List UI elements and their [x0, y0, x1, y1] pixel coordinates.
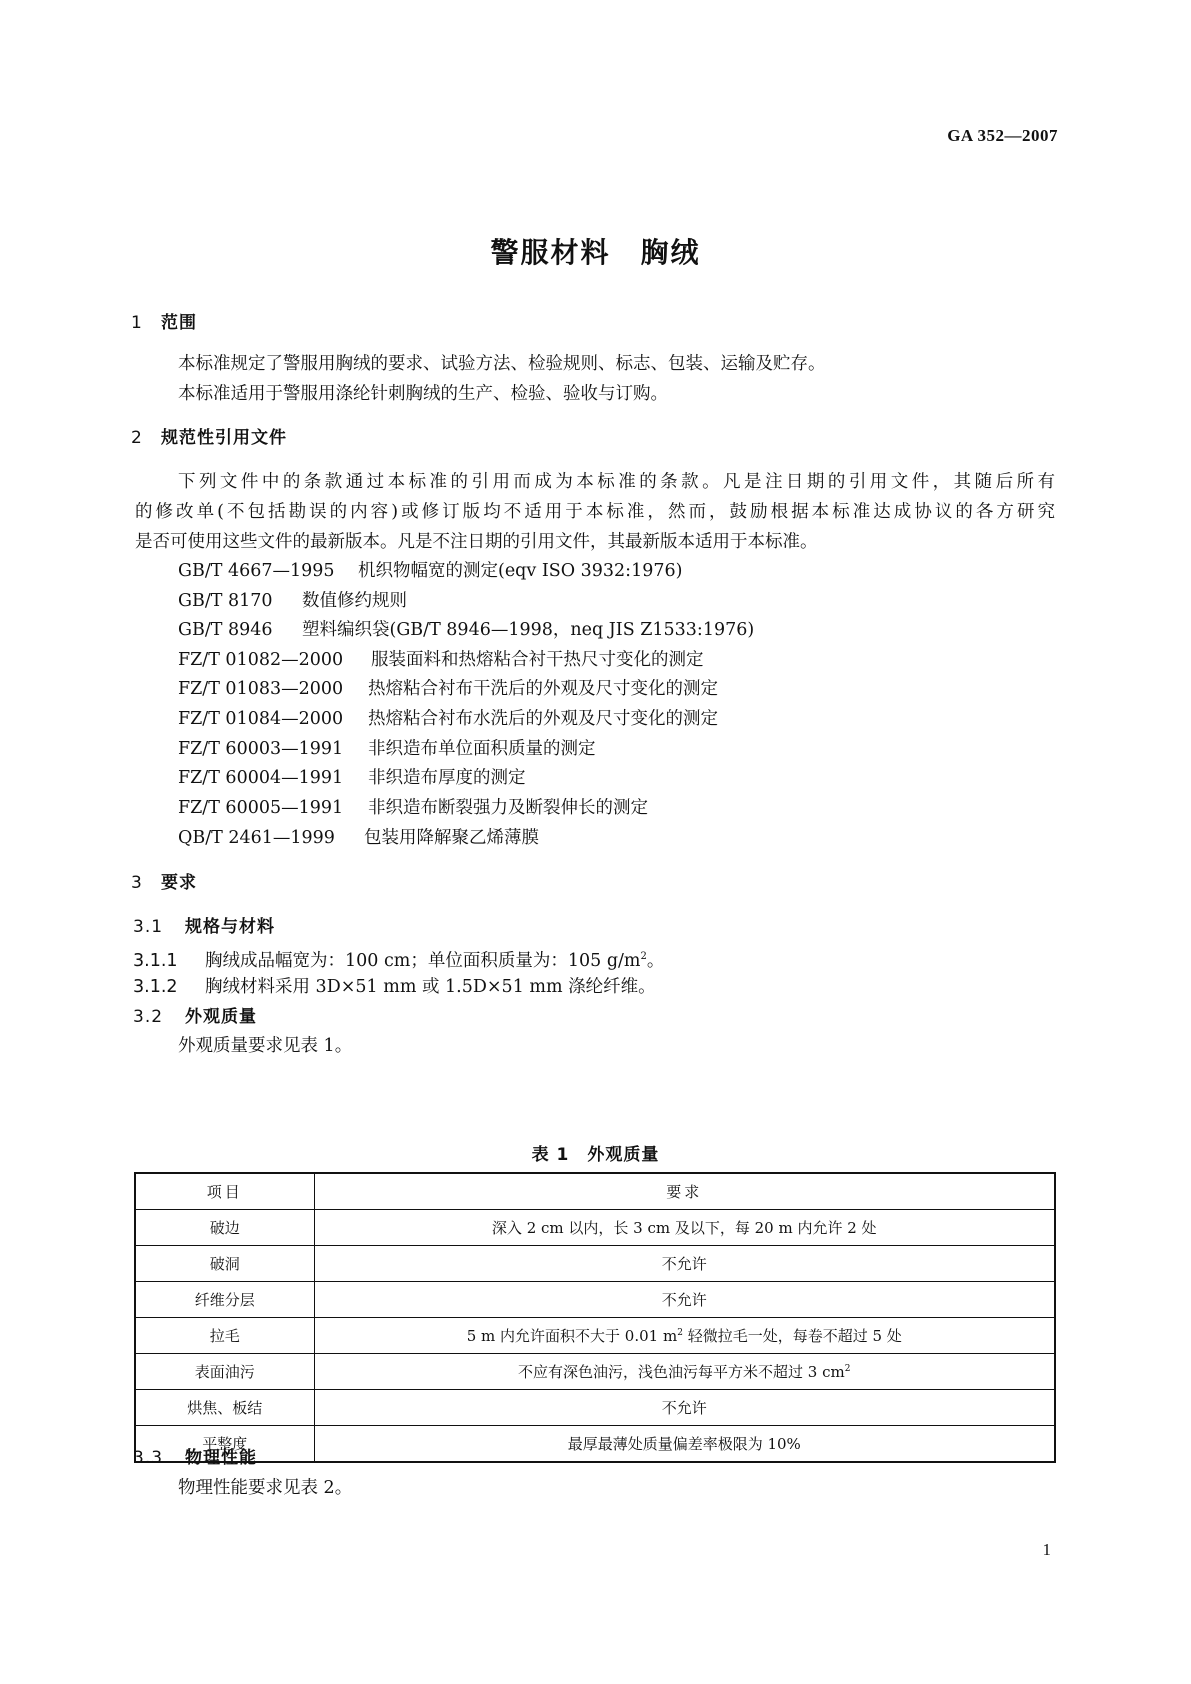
appearance-quality-table — [134, 1172, 1056, 1463]
section-title: 要求 — [161, 873, 197, 893]
section-number: 2 — [131, 428, 143, 448]
paragraph-line: 下列文件中的条款通过本标准的引用而成为本标准的条款。凡是注日期的引用文件，其随后所有 — [178, 472, 1055, 492]
table-row — [135, 1390, 1055, 1426]
reference-item — [178, 559, 682, 583]
reference-code: FZ/T 60004—1991 — [178, 768, 344, 788]
document-title — [0, 231, 1191, 271]
superscript: 2 — [844, 1364, 851, 1374]
reference-item — [178, 677, 718, 701]
cell-requirement — [314, 1246, 1055, 1282]
section-2-heading — [131, 426, 287, 450]
header-item: 项目 — [135, 1173, 314, 1210]
requirement-text-end: 轻微拉毛一处，每卷不超过 5 处 — [682, 1327, 902, 1345]
requirement-text: 最厚最薄处质量偏差率极限为 10% — [567, 1435, 801, 1453]
reference-title: 数值修约规则 — [302, 591, 407, 611]
cell-item: 破边 — [135, 1210, 314, 1246]
cell-item: 纤维分层 — [135, 1282, 314, 1318]
table-row — [135, 1318, 1055, 1354]
reference-title: 热熔粘合衬布干洗后的外观及尺寸变化的测定 — [368, 679, 718, 699]
clause-text-end: 。 — [646, 950, 665, 971]
reference-item — [178, 589, 407, 613]
paragraph-line: 的修改单(不包括勘误的内容)或修订版均不适用于本标准，然而，鼓励根据本标准达成协议的各方研究 — [135, 502, 1055, 522]
reference-item — [178, 707, 718, 731]
reference-item — [178, 766, 526, 790]
subsection-number: 3.2 — [133, 1007, 164, 1027]
reference-code: GB/T 8170 — [178, 591, 273, 611]
superscript: 2 — [640, 951, 647, 962]
reference-code: FZ/T 01083—2000 — [178, 679, 344, 699]
cell-requirement — [314, 1210, 1055, 1246]
paragraph: 物理性能要求见表 2。 — [178, 1478, 353, 1498]
reference-item — [178, 796, 648, 820]
requirement-text: 不允许 — [661, 1291, 707, 1309]
reference-item — [178, 648, 704, 672]
title-part1: 警服材料 — [490, 236, 611, 269]
subsection-title: 物理性能 — [185, 1448, 257, 1468]
reference-code: FZ/T 60005—1991 — [178, 798, 344, 818]
reference-title: 热熔粘合衬布水洗后的外观及尺寸变化的测定 — [368, 709, 718, 729]
table-caption — [0, 1140, 1191, 1165]
reference-title: 塑料编织袋(GB/T 8946—1998，neq JIS Z1533:1976) — [302, 620, 755, 640]
clause-text: 胸绒成品幅宽为：100 cm；单位面积质量为：105 g/m — [205, 950, 641, 971]
cell-item: 烘焦、板结 — [135, 1390, 314, 1426]
paragraph: 本标准规定了警服用胸绒的要求、试验方法、检验规则、标志、包装、运输及贮存。 — [178, 354, 826, 374]
header-requirement: 要求 — [314, 1173, 1055, 1210]
table-header-row — [135, 1173, 1055, 1210]
cell-requirement — [314, 1390, 1055, 1426]
reference-title: 非织造布断裂强力及断裂伸长的测定 — [368, 798, 648, 818]
requirement-text: 不应有深色油污，浅色油污每平方米不超过 3 cm — [518, 1363, 845, 1381]
paragraph: 外观质量要求见表 1。 — [178, 1036, 353, 1056]
table-row — [135, 1282, 1055, 1318]
clause-text: 胸绒材料采用 3D×51 mm 或 1.5D×51 mm 涤纶纤维。 — [205, 977, 656, 997]
clause-3-1-2 — [133, 975, 656, 999]
reference-item — [178, 826, 539, 850]
page-number: 1 — [1042, 1540, 1051, 1559]
cell-item: 平整度 — [135, 1426, 314, 1463]
subsection-number: 3.3 — [133, 1448, 164, 1468]
cell-item: 表面油污 — [135, 1354, 314, 1390]
clause-number: 3.1.2 — [133, 977, 178, 997]
cell-requirement — [314, 1354, 1055, 1390]
clause-number: 3.1.1 — [133, 950, 178, 971]
reference-title: 服装面料和热熔粘合衬干热尺寸变化的测定 — [371, 650, 704, 670]
section-1-heading — [131, 311, 197, 335]
section-3-heading — [131, 871, 197, 895]
paragraph: 本标准适用于警服用涤纶针刺胸绒的生产、检验、验收与订购。 — [178, 384, 668, 404]
reference-code: FZ/T 01084—2000 — [178, 709, 344, 729]
clause-3-1-1 — [133, 945, 664, 973]
reference-code: FZ/T 01082—2000 — [178, 650, 344, 670]
subsection-title: 规格与材料 — [185, 917, 275, 937]
requirement-text: 不允许 — [661, 1255, 707, 1273]
subsection-number: 3.1 — [133, 917, 164, 937]
cell-item: 破洞 — [135, 1246, 314, 1282]
section-title: 范围 — [161, 313, 197, 333]
superscript: 2 — [677, 1328, 683, 1338]
reference-code: GB/T 4667—1995 — [178, 561, 335, 581]
cell-requirement — [314, 1318, 1055, 1354]
subsection-3-2-heading — [133, 1005, 257, 1029]
requirement-text: 深入 2 cm 以内，长 3 cm 及以下，每 20 m 内允许 2 处 — [491, 1219, 877, 1237]
table-caption-title: 外观质量 — [587, 1145, 660, 1165]
subsection-3-3-heading — [133, 1446, 257, 1470]
table-row — [135, 1210, 1055, 1246]
table-row — [135, 1246, 1055, 1282]
title-part2: 胸绒 — [640, 236, 701, 269]
reference-code: QB/T 2461—1999 — [178, 828, 335, 848]
section-title: 规范性引用文件 — [161, 428, 287, 448]
cell-requirement — [314, 1426, 1055, 1463]
table-row — [135, 1354, 1055, 1390]
standard-code: GA 352—2007 — [947, 126, 1058, 145]
reference-title: 包装用降解聚乙烯薄膜 — [364, 828, 539, 848]
subsection-3-1-heading — [133, 915, 275, 939]
reference-code: FZ/T 60003—1991 — [178, 739, 344, 759]
section-number: 1 — [131, 313, 143, 333]
reference-item — [178, 618, 754, 642]
paragraph-line: 是否可使用这些文件的最新版本。凡是不注日期的引用文件，其最新版本适用于本标准。 — [135, 532, 818, 552]
subsection-title: 外观质量 — [185, 1007, 257, 1027]
cell-item: 拉毛 — [135, 1318, 314, 1354]
requirement-text: 不允许 — [661, 1399, 707, 1417]
cell-requirement — [314, 1282, 1055, 1318]
requirement-text: 5 m 内允许面积不大于 0.01 m — [466, 1327, 678, 1345]
section-number: 3 — [131, 873, 143, 893]
reference-title: 机织物幅宽的测定(eqv ISO 3932:1976) — [358, 561, 683, 581]
table-caption-label: 表 1 — [531, 1145, 570, 1165]
reference-code: GB/T 8946 — [178, 620, 273, 640]
reference-title: 非织造布单位面积质量的测定 — [368, 739, 596, 759]
table-row — [135, 1426, 1055, 1463]
reference-title: 非织造布厚度的测定 — [368, 768, 526, 788]
reference-item — [178, 737, 596, 761]
